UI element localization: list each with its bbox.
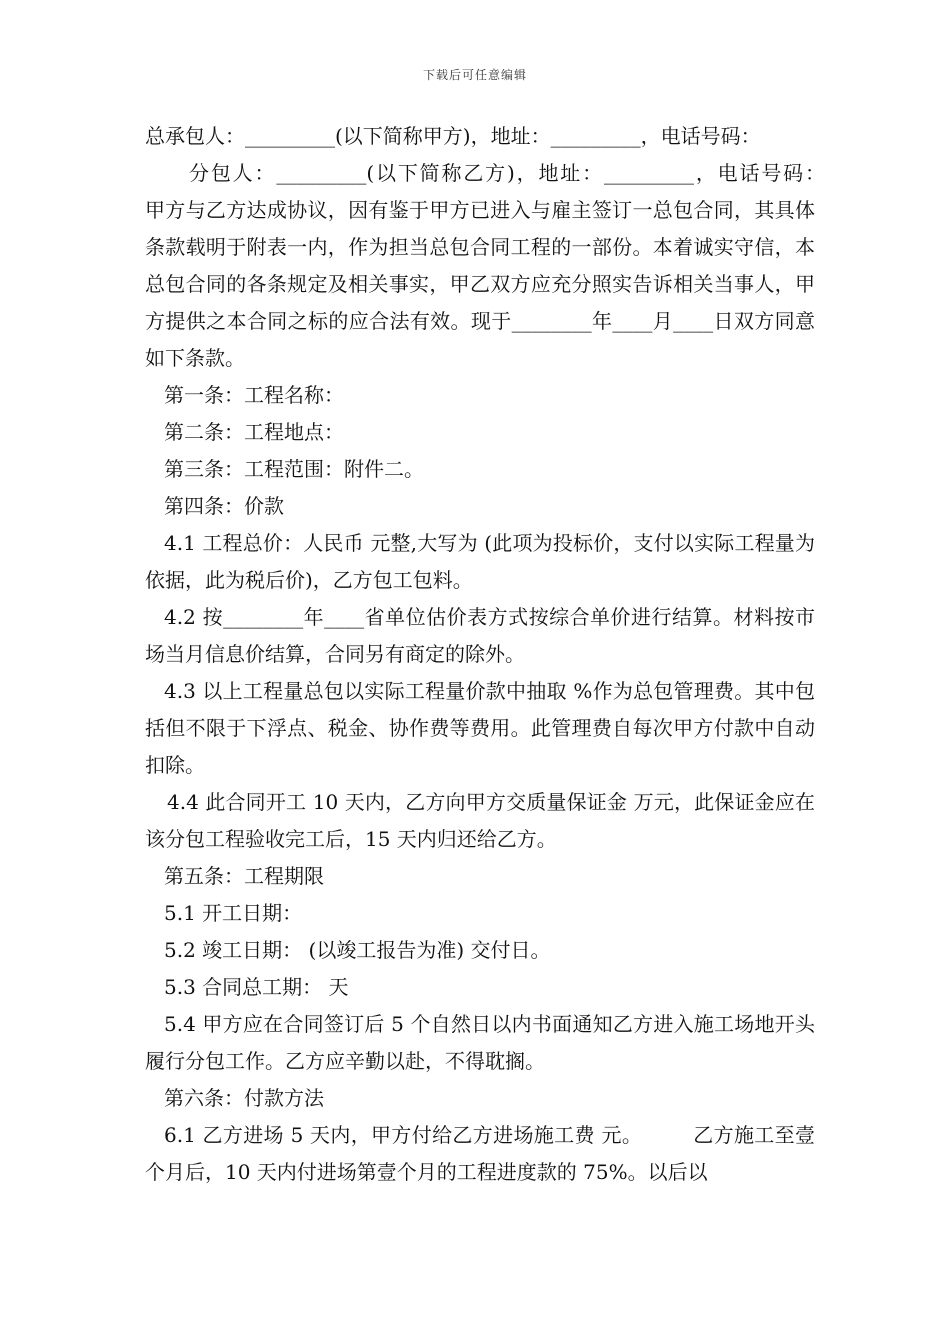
- clause-5-1: 5.1 开工日期：: [164, 901, 303, 925]
- article-5-heading: 第五条：工程期限: [164, 864, 324, 888]
- clause-4-2: 4.2 按________年____省单位估价表方式按综合单价进行结算。材料按市场当月信息价结算，合同另有商定的除外。: [145, 605, 815, 666]
- article-6-heading: 第六条：付款方法: [164, 1086, 324, 1110]
- document-body: [145, 118, 855, 1191]
- party-b-preamble: 分包人：_________(以下简称乙方)，地址：_________，电话号码： 甲方与乙方达成协议，因有鉴于甲方已进入与雇主签订一总包合同，其具体条款载明于附表一内，作为担当总包合同工程的一部份。本着诚实守信，本总包合同的各条规定及相关事实，甲乙双方应充分照实告诉相关当事人，甲方提供之本合同之标的应合法有效。现于________年____月____日双方同意如下条款。: [145, 161, 855, 370]
- article-2-heading: 第二条：工程地点：: [164, 420, 344, 444]
- clause-5-2: 5.2 竣工日期： (以竣工报告为准) 交付日。: [164, 938, 551, 962]
- page-header: 下载后可任意编辑: [422, 68, 527, 82]
- clause-4-3: 4.3 以上工程量总包以实际工程量价款中抽取 %作为总包管理费。其中包括但不限于下浮点、税金、协作费等费用。此管理费自每次甲方付款中自动扣除。: [145, 679, 815, 777]
- clause-5-3: 5.3 合同总工期： 天: [164, 975, 349, 999]
- clause-4-4: 4.4 此合同开工 10 天内，乙方向甲方交质量保证金 万元，此保证金应在该分包工程验收完工后，15 天内归还给乙方。: [145, 790, 815, 851]
- article-3-heading: 第三条：工程范围：附件二。: [164, 457, 424, 481]
- clause-6-1: 6.1 乙方进场 5 天内，甲方付给乙方进场施工费 元。 乙方施工至壹个月后，10 天内付进场第壹个月的工程进度款的 75%。以后以: [145, 1123, 815, 1184]
- article-1-heading: 第一条：工程名称：: [164, 383, 344, 407]
- article-4-heading: 第四条：价款: [164, 494, 284, 518]
- party-a-line: 总承包人：_________(以下简称甲方)，地址：_________，电话号码：: [145, 124, 761, 148]
- clause-4-1: 4.1 工程总价：人民币 元整,大写为 (此项为投标价，支付以实际工程量为依据，此为税后价)，乙方包工包料。: [145, 531, 815, 592]
- clause-5-4: 5.4 甲方应在合同签订后 5 个自然日以内书面通知乙方进入施工场地开头履行分包工作。乙方应辛勤以赴，不得耽搁。: [145, 1012, 815, 1073]
